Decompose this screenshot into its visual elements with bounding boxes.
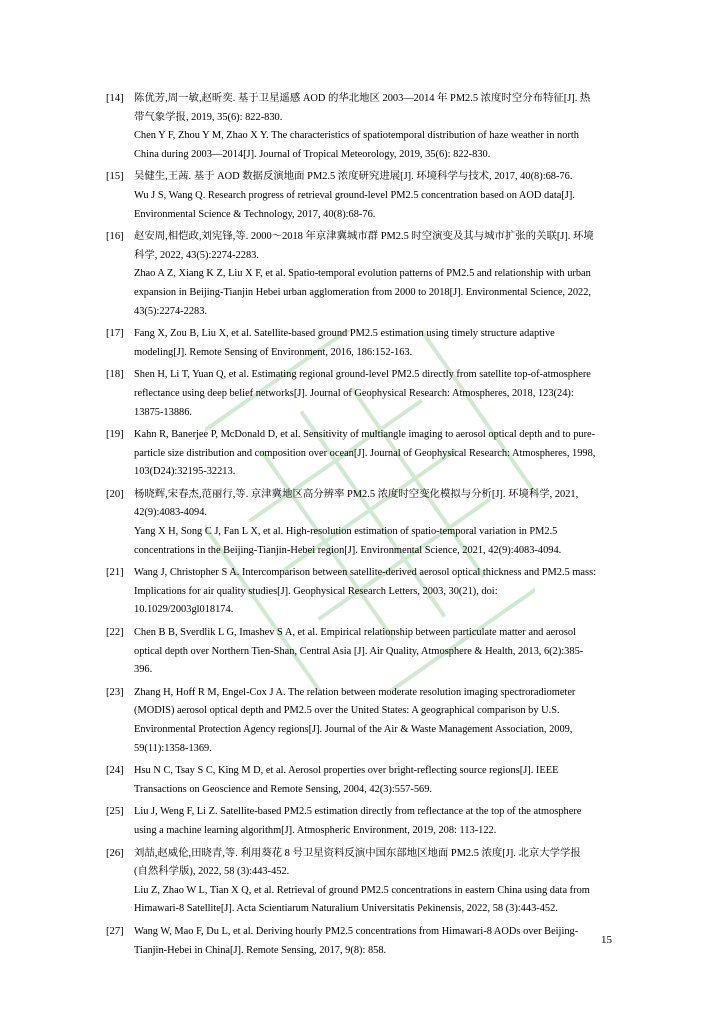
reference-number: [22] [106,627,124,639]
reference-line: 42(9):4083-4094. [134,507,208,519]
reference-line: Liu Z, Zhao W L, Tian X Q, et al. Retrieval of ground PM2.5 concentrations in eastern China using data from [134,884,590,896]
reference-line: Tianjin-Hebei in China[J]. Remote Sensing, 2017, 9(8): 858. [134,944,387,956]
reference-line: Chen B B, Sverdlik L G, Imashev S A, et al. Empirical relationship between particulate matter and aerosol [134,627,576,639]
reference-line: 刘喆,赵威伦,田晓青,等. 利用葵花 8 号卫星资料反演中国东部地区地面 PM2.5 浓度[J]. 北京大学学报 [134,847,581,859]
reference-number: [14] [106,93,124,104]
reference-line: expansion in Beijing-Tianjin Hebei urban agglomeration from 2000 to 2018[J]. Environmental Science, 2022, [134,286,592,298]
reference-text [134,486,612,560]
reference-line: 13875-13886. [134,406,193,418]
reference-line: Environmental Protection Agency regions[J]. Journal of the Air & Waste Management Association, 2009, [134,724,573,735]
reference-line: 陈优芳,周一敏,赵昕奕. 基于卫星遥感 AOD 的华北地区 2003—2014 年 PM2.5 浓度时空分布特征[J]. 热 [134,93,591,104]
reference-item [106,426,612,482]
reference-number: [19] [106,429,124,441]
reference-item [106,366,612,422]
reference-item [106,325,612,362]
reference-item [106,684,612,758]
reference-line: Shen H, Li T, Yuan Q, et al. Estimating regional ground-level PM2.5 directly from satellite top-of-atmosphere [134,369,591,381]
reference-line: 59(11):1358-1369. [134,742,212,754]
reference-item [106,90,612,164]
reference-text [134,90,612,164]
reference-line: Wu J S, Wang Q. Research progress of retrieval ground-level PM2.5 concentration based on AOD data[J]. [134,189,575,201]
reference-line: modeling[J]. Remote Sensing of Environment, 2016, 186:152-163. [134,346,413,358]
reference-line: Zhang H, Hoff R M, Engel-Cox J A. The relation between moderate resolution imaging spectroradiometer [134,686,576,698]
reference-item [106,168,612,224]
reference-item [106,845,612,919]
reference-line: Implications for air quality studies[J]. Geophysical Research Letters, 2003, 30(21), doi: [134,585,498,597]
reference-text [134,366,612,422]
reference-item [106,803,612,840]
reference-line: Chen Y F, Zhou Y M, Zhao X Y. The characteristics of spatiotemporal distribution of haze weather in north [134,130,579,142]
reference-line: Yang X H, Song C J, Fan L X, et al. High-resolution estimation of spatio-temporal variation in PM2.5 [134,526,558,538]
page-number: 15 [601,934,612,946]
reference-line: particle size distribution and composition over ocean[J]. Journal of Geophysical Research: Atmospheres, 1998, [134,447,596,459]
reference-item [106,624,612,680]
reference-line: Himawari-8 Satellite[J]. Acta Scientiarum Naturalium Universitatis Pekinensis, 2022, 58 (3):443-452. [134,903,558,915]
reference-item [106,486,612,560]
reference-line: 带气象学报, 2019, 35(6): 822-830. [134,111,283,123]
reference-text [134,624,612,680]
reference-item [106,762,612,799]
reference-line: Environmental Science & Technology, 2017, 40(8):68-76. [134,208,376,220]
reference-number: [18] [106,369,124,381]
reference-item [106,228,612,321]
reference-line: 396. [134,664,153,676]
reference-number: [15] [106,171,124,183]
reference-number: [23] [106,686,124,698]
reference-line: reflectance using deep belief networks[J]. Journal of Geophysical Research: Atmospheres, 2018, 123(24): [134,387,574,399]
reference-line: Wang W, Mao F, Du L, et al. Deriving hourly PM2.5 concentrations from Himawari-8 AODs over Beijing- [134,925,579,937]
reference-line: 103(D24):32195-32213. [134,466,236,478]
reference-text [134,803,612,840]
reference-number: [16] [106,231,124,243]
reference-line: optical depth over Northern Tien-Shan, Central Asia [J]. Air Quality, Atmosphere & Health, 2013, 6(2):385- [134,645,584,657]
reference-line: Wang J, Christopher S A. Intercomparison between satellite-derived aerosol optical thickness and PM2.5 mass: [134,567,597,579]
reference-line: concentrations in the Beijing-Tianjin-Hebei region[J]. Environmental Science, 2021, 42(9):4083-4094. [134,544,562,556]
reference-line: 赵安周,相恺政,刘宪锋,等. 2000～2018 年京津冀城市群 PM2.5 时空演变及其与城市扩张的关联[J]. 环境 [134,231,594,243]
reference-text [134,168,612,224]
reference-text [134,845,612,919]
reference-line: 43(5):2274-2283. [134,305,208,317]
reference-text [134,923,612,960]
reference-text [134,426,612,482]
reference-item [106,923,612,960]
reference-line: using a machine learning algorithm[J]. Atmospheric Environment, 2019, 208: 113-122. [134,824,497,836]
reference-line: Liu J, Weng F, Li Z. Satellite-based PM2.5 estimation directly from reflectance at the top of the atmosphere [134,806,582,818]
reference-line: 10.1029/2003gl018174. [134,604,234,616]
reference-text [134,762,612,799]
reference-text [134,228,612,321]
reference-list [106,90,612,964]
reference-line: Kahn R, Banerjee P, McDonald D, et al. Sensitivity of multiangle imaging to aerosol optical depth and to pure- [134,429,596,441]
reference-number: [24] [106,765,124,777]
reference-text [134,684,612,758]
reference-line: 杨晓辉,宋春杰,范丽行,等. 京津冀地区高分辨率 PM2.5 浓度时空变化模拟与分析[J]. 环境科学, 2021, [134,488,579,500]
reference-number: [27] [106,925,124,937]
reference-number: [17] [106,328,124,340]
reference-line: (自然科学版), 2022, 58 (3):443-452. [134,866,290,878]
reference-line: Hsu N C, Tsay S C, King M D, et al. Aerosol properties over bright-reflecting source regions[J]. IEEE [134,765,559,777]
reference-number: [25] [106,806,124,818]
reference-line: Zhao A Z, Xiang K Z, Liu X F, et al. Spatio-temporal evolution patterns of PM2.5 and relationship with urban [134,268,591,280]
reference-line: Fang X, Zou B, Liu X, et al. Satellite-based ground PM2.5 estimation using timely structure adaptive [134,328,555,340]
reference-item [106,564,612,620]
reference-line: China during 2003—2014[J]. Journal of Tropical Meteorology, 2019, 35(6): 822-830. [134,148,491,160]
reference-line: Transactions on Geoscience and Remote Sensing, 2004, 42(3):557-569. [134,783,433,795]
reference-text [134,325,612,362]
reference-line: 吴健生,王茜. 基于 AOD 数据反演地面 PM2.5 浓度研究进展[J]. 环境科学与技术, 2017, 40(8):68-76. [134,171,573,183]
reference-text [134,564,612,620]
reference-line: (MODIS) aerosol optical depth and PM2.5 over the United States: A geographical comparison by U.S. [134,705,560,717]
reference-number: [21] [106,567,124,579]
reference-line: 科学, 2022, 43(5):2274-2283. [134,249,259,261]
reference-number: [20] [106,488,124,500]
reference-number: [26] [106,847,124,859]
